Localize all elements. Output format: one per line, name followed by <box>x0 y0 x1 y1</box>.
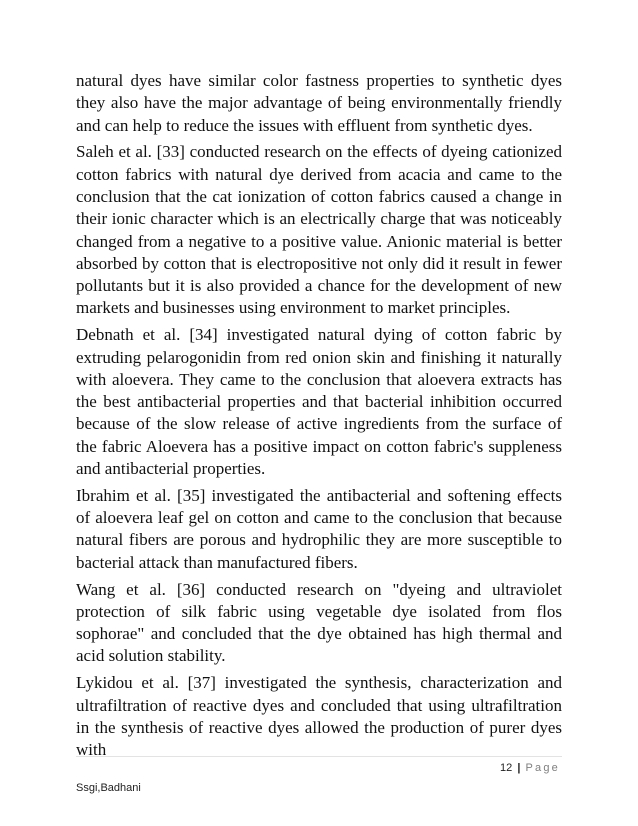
page-number: 12 <box>500 762 513 774</box>
paragraph-wang: Wang et al. [36] conducted research on "dyeing and ultraviolet protection of silk fabric using vegetable dye isolated from flos sophorae" and concluded that the dye obtained has high thermal and acid solution stability. <box>76 579 562 666</box>
paragraph-natural-dyes: natural dyes have similar color fastness properties to synthetic dyes they also have the major advantage of being environmentally friendly and can help to reduce the issues with effluent from synthetic dyes. <box>76 71 562 135</box>
paragraph-lykidou: Lykidou et al. [37] investigated the synthesis, characterization and ultrafiltration of reactive dyes and concluded that using ultrafiltration in the synthesis of reactive dyes allowed the production of purer dyes with <box>76 673 562 760</box>
institution-name: Ssgi,Badhani <box>76 782 141 794</box>
page-number-footer <box>500 762 560 774</box>
body-text <box>76 70 562 766</box>
page-label: Page <box>525 762 560 774</box>
paragraph-debnath: Debnath et al. [34] investigated natural dying of cotton fabric by extruding pelarogonidin from red onion skin and finishing it naturally with aloevera. They came to the conclusion that aloevera extracts has the best antibacterial properties and that bacterial inhibition occurred because of the slow release of active ingredients from the surface of the fabric Aloevera has a positive impact on cotton fabric's suppleness and antibacterial properties. <box>76 325 562 479</box>
page-separator: | <box>517 762 521 774</box>
footer-divider <box>76 756 562 757</box>
paragraph-ibrahim: Ibrahim et al. [35] investigated the antibacterial and softening effects of aloevera leaf gel on cotton and came to the conclusion that because natural fibers are porous and hydrophilic they are more susceptible to bacterial attack than manufactured fibers. <box>76 485 562 572</box>
paragraph-saleh: Saleh et al. [33] conducted research on the effects of dyeing cationized cotton fabrics with natural dye derived from acacia and came to the conclusion that the cat ionization of cotton fabrics caused a change in their ionic character which is an electrically charge that was noticeably changed from a negative to a positive value. Anionic material is better absorbed by cotton that is electropositive not only did it result in fewer pollutants but it is also provided a chance for the development of new markets and businesses using environment to market principles. <box>76 142 562 318</box>
